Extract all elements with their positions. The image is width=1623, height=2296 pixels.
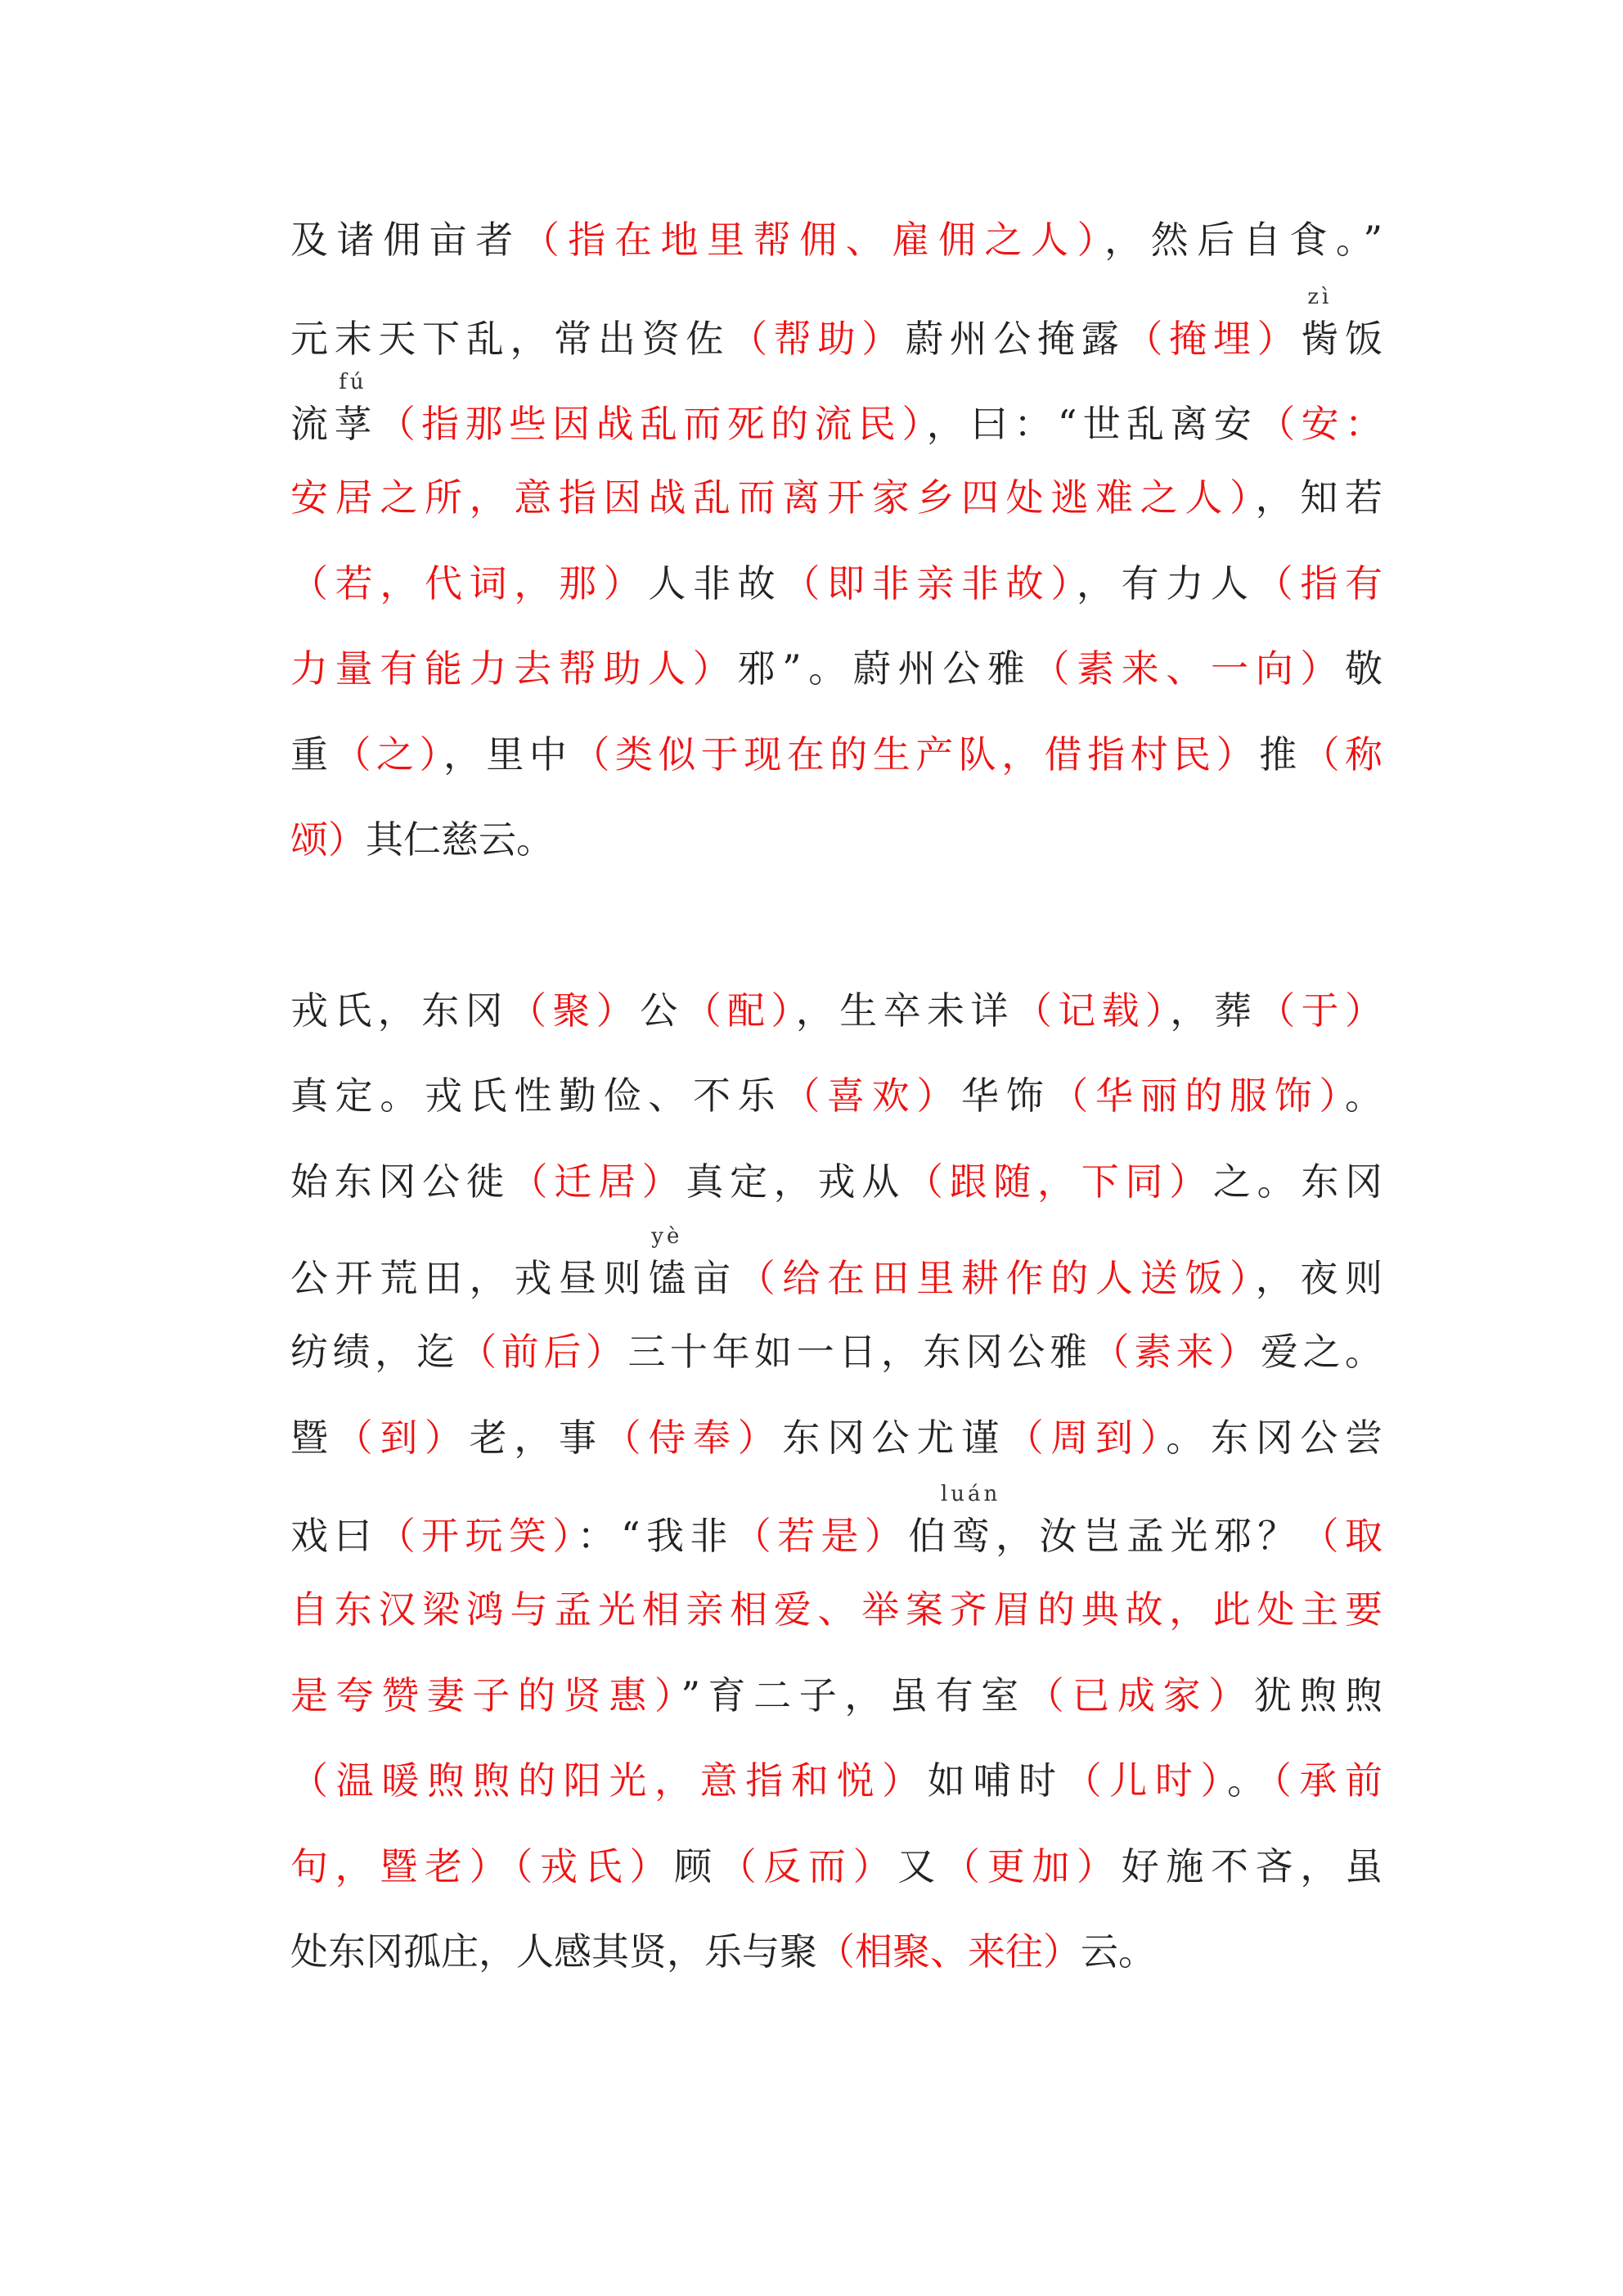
original-text: 顾 [674, 1844, 719, 1889]
annotation-text: （若，代词，那） [290, 561, 649, 606]
original-text: 始东冈公徙 [290, 1159, 510, 1204]
paragraph-2-line [290, 1327, 1382, 1376]
annotation-text: （指那些因战乱而死的流民） [371, 402, 927, 446]
original-text: ，生卒未详 [795, 988, 1014, 1033]
annotation-text: （侍奉） [603, 1416, 783, 1460]
ruby-annotated-char [334, 370, 372, 448]
pinyin-annotation: yè [651, 1224, 683, 1249]
paragraph-1-line [290, 815, 1382, 864]
annotated-character: 馌 [648, 1256, 686, 1300]
annotation-text: 力量有能力去帮助人） [290, 646, 738, 691]
annotation-text: （即非亲非故） [782, 561, 1077, 606]
paragraph-1-line [290, 559, 1382, 608]
annotation-text: （已成家） [1026, 1673, 1254, 1717]
annotation-text: （儿时） [1063, 1758, 1228, 1803]
original-text: ，汝岂孟光邪？ [989, 1514, 1302, 1558]
annotation-text: （称 [1302, 732, 1383, 777]
pinyin-annotation: luán [940, 1482, 1001, 1506]
original-text: 推 [1259, 732, 1302, 777]
original-text: 真定。戎氏性勤俭、不乐 [290, 1074, 783, 1118]
annotation-text: （温暖煦煦的阳光，意指和悦） [290, 1758, 928, 1803]
original-text: 其仁慈云。 [366, 817, 554, 862]
original-text: 云。 [1081, 1929, 1156, 1974]
paragraph-2-line [290, 1842, 1382, 1891]
original-text: 流 [290, 402, 335, 446]
original-text: 重 [290, 732, 334, 777]
original-text: 公开荒田，戎昼则 [290, 1256, 649, 1300]
original-text: ，曰：“世乱离安 [926, 402, 1258, 446]
paragraph-2-line [290, 1224, 1383, 1303]
original-text: 之。东冈 [1212, 1159, 1383, 1204]
ruby-annotated-char [940, 1482, 1001, 1560]
original-text: ，有力人 [1077, 561, 1256, 606]
original-text: 三十年如一日，东冈公雅 [627, 1330, 1092, 1374]
annotation-text: （华丽的服饰） [1050, 1074, 1346, 1118]
original-text: 爱之。 [1260, 1330, 1383, 1374]
original-text: 东冈公尤谨 [782, 1416, 1006, 1460]
paragraph-1-line [290, 370, 1383, 448]
paragraph-2-line [290, 1071, 1382, 1120]
original-text: 。 [1227, 1758, 1273, 1803]
original-text: 华饰 [961, 1074, 1051, 1118]
annotation-text: 句，暨老） [290, 1844, 515, 1889]
paragraph-1-line [290, 644, 1382, 693]
annotation-text: （迁居） [510, 1159, 686, 1204]
annotation-text: （安： [1257, 402, 1383, 446]
original-text: 。东冈公尝 [1166, 1416, 1383, 1460]
paragraph-2-line [290, 1756, 1382, 1805]
original-text: 饭 [1338, 317, 1383, 361]
original-text: 及诸佣亩者 [290, 218, 522, 262]
annotation-text: （前后） [459, 1330, 628, 1374]
annotation-text: （给在田里耕作的人送饭） [737, 1256, 1256, 1300]
paragraph-1-line [290, 473, 1382, 522]
annotation-text: （到） [335, 1416, 470, 1460]
paragraph-2-line [290, 1482, 1383, 1560]
annotation-text: （若是） [733, 1514, 909, 1558]
original-text: 老，事 [469, 1416, 604, 1460]
original-text: 暨 [290, 1416, 335, 1460]
paragraph-2-line [290, 1671, 1382, 1720]
annotation-text: （更加） [942, 1844, 1122, 1889]
ruby-annotated-char [648, 1224, 686, 1303]
original-text: 邪”。蔚州公雅 [737, 646, 1032, 691]
original-text: 纺绩，迄 [290, 1330, 460, 1374]
original-text: 亩 [686, 1256, 738, 1300]
paragraph-2-line [290, 1585, 1382, 1634]
annotated-character: 莩 [334, 402, 372, 446]
annotation-text: （配） [683, 988, 796, 1033]
original-text: 犹煦煦 [1253, 1673, 1383, 1717]
ruby-annotated-char [1301, 285, 1339, 363]
original-text: 戎氏，东冈 [290, 988, 509, 1033]
annotation-text: （类似于现在的生产队，借指村民） [572, 732, 1260, 777]
annotation-text: （指有 [1255, 561, 1383, 606]
annotated-character: 鸾 [951, 1514, 990, 1558]
annotation-text: （开玩笑） [377, 1514, 578, 1558]
original-text: 。 [1345, 1074, 1383, 1118]
annotation-text: （跟随，下同） [905, 1159, 1213, 1204]
original-text: 真定，戎从 [686, 1159, 906, 1204]
original-text: 又 [897, 1844, 943, 1889]
paragraph-1-line [290, 285, 1383, 363]
original-text: 元末天下乱，常出资佐 [290, 317, 731, 361]
annotation-text: （戎氏） [514, 1844, 675, 1889]
annotation-text: 安居之所，意指因战乱而离开家乡四处逃难之人） [290, 475, 1256, 520]
original-text: ，夜则 [1255, 1256, 1383, 1300]
original-text: ，葬 [1170, 988, 1258, 1033]
annotation-text: （于） [1257, 988, 1383, 1033]
original-text: 好施不吝，虽 [1121, 1844, 1383, 1889]
paragraph-2-line [290, 1157, 1382, 1206]
paragraph-2-line [290, 1927, 1382, 1976]
annotation-text: 是夸赞妻子的贤惠） [290, 1673, 681, 1717]
paragraph-1-line [290, 215, 1382, 264]
annotation-text: （素来） [1091, 1330, 1261, 1374]
annotation-text: （记载） [1014, 988, 1171, 1033]
annotated-character: 胔 [1301, 317, 1339, 361]
paragraph-2-line [290, 1413, 1382, 1462]
annotation-text: （反而） [718, 1844, 898, 1889]
annotation-text: （之） [333, 732, 443, 777]
original-text: 处东冈孤庄，人感其贤，乐与聚 [290, 1929, 817, 1974]
original-text: ”育二子，虽有室 [681, 1673, 1027, 1717]
annotation-text: （掩埋） [1125, 317, 1302, 361]
annotation-text: （指在地里帮佣、雇佣之人） [521, 218, 1105, 262]
original-text: 公 [640, 988, 684, 1033]
annotation-text: （喜欢） [782, 1074, 962, 1118]
annotation-text: （承前 [1272, 1758, 1382, 1803]
original-text: ，知若 [1255, 475, 1383, 520]
original-text: 蔚州公掩露 [905, 317, 1126, 361]
original-text: 如哺时 [927, 1758, 1064, 1803]
annotation-text: （聚） [509, 988, 641, 1033]
annotation-text: 颂） [290, 817, 366, 862]
original-text: ：“我非 [577, 1514, 734, 1558]
original-text: ，然后自食。” [1104, 218, 1382, 262]
annotation-text: （相聚、来往） [817, 1929, 1081, 1974]
annotation-text: （周到） [1005, 1416, 1167, 1460]
annotation-text: 自东汉梁鸿与孟光相亲相爱、举案齐眉的典故，此处主要 [290, 1587, 1382, 1632]
original-text: 人非故 [648, 561, 783, 606]
pinyin-annotation: zì [1307, 285, 1333, 309]
original-text: 伯 [908, 1514, 952, 1558]
original-text: ，里中 [443, 732, 573, 777]
pinyin-annotation: fú [339, 370, 367, 394]
annotation-text: （帮助） [730, 317, 906, 361]
original-text: 敬 [1345, 646, 1382, 691]
annotation-text: （取 [1301, 1514, 1383, 1558]
annotation-text: （素来、一向） [1032, 646, 1345, 691]
paragraph-1-line [290, 730, 1382, 779]
paragraph-2-line [290, 986, 1382, 1035]
original-text: 戏曰 [290, 1514, 378, 1558]
